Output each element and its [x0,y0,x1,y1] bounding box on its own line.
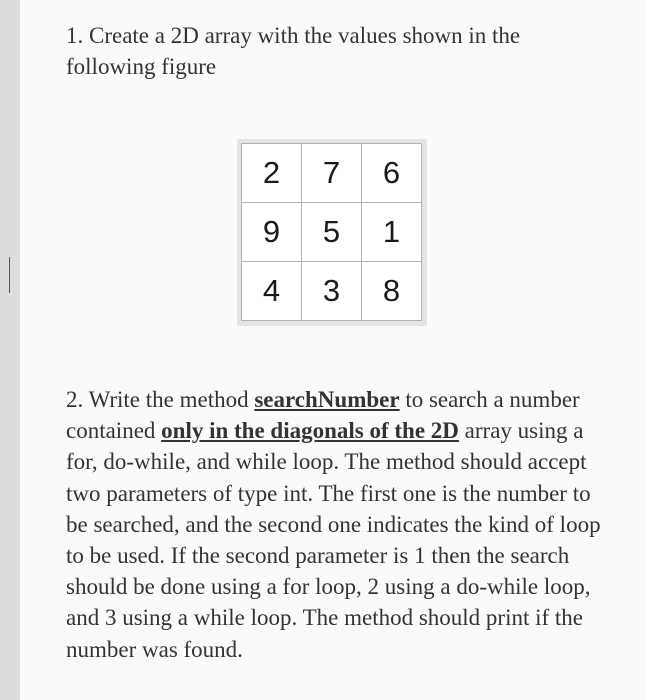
grid-row [242,144,422,203]
grid-cell: 5 [302,203,362,262]
question-2-intro: 2. Write the method [66,387,255,412]
question-2-body: array using a for, do-while, and while loop. The method should accept two parameters of type int. The first one is the number to be searched, and the second one indicates the kind of loop to be used. If the second parameter is 1 then the search should be done using a for loop, 2 using a do-while loop, and 3 using a while loop. The method should print if the number was found. [66,418,601,662]
grid-cell: 6 [362,144,422,203]
diagonal-emphasis: only in the diagonals of the 2D [161,418,459,444]
method-name: searchNumber [254,387,400,412]
text-cursor [9,257,10,293]
grid-cell: 7 [302,144,362,203]
left-margin-bar [0,0,20,700]
array-figure [237,139,427,326]
grid-cell: 3 [302,262,362,321]
question-1-text: 1. Create a 2D array with the values shown in the following figure [66,23,521,79]
array-grid [241,143,422,321]
grid-row [242,262,422,321]
grid-cell: 1 [362,203,422,262]
question-2-text [66,384,606,665]
document-page [20,0,647,700]
grid-cell: 8 [362,262,422,321]
grid-cell: 9 [242,203,302,262]
question-2-middle: to search a number contained [66,387,580,444]
grid-row [242,203,422,262]
grid-cell: 2 [242,144,302,203]
grid-cell: 4 [242,262,302,321]
